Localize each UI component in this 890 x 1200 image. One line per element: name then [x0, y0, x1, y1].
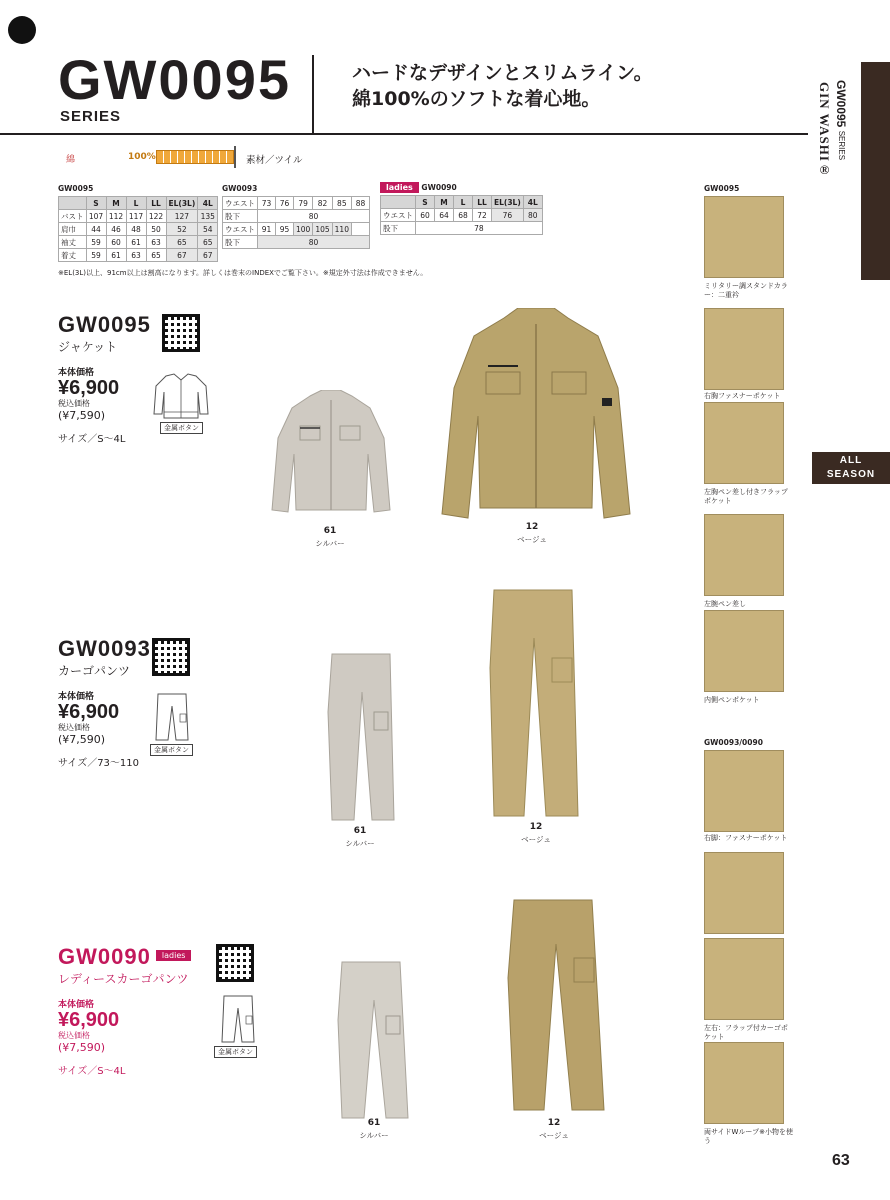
side-tab-bar: [861, 62, 890, 280]
qr-code-icon[interactable]: [216, 944, 254, 982]
table-header: M: [435, 196, 454, 209]
table-header: L: [454, 196, 473, 209]
side-series: GW0095 SERIES: [834, 80, 848, 161]
table-row: ウエスト 91 95 100 105 110: [223, 223, 370, 236]
color-code: 12: [529, 822, 543, 832]
price-label: 本体価格: [58, 692, 95, 702]
table-header: M: [106, 197, 126, 210]
table-row: 着丈 59 61 63 65 67 67: [59, 249, 218, 262]
jacket-size-table: [58, 184, 218, 262]
series-word: SERIES: [60, 108, 122, 125]
tax-price-label: 税込価格: [58, 723, 90, 732]
color-name: ベージュ: [517, 535, 547, 544]
price-label: 本体価格: [58, 1000, 95, 1010]
catch-line-1: ハードなデザインとスリムライン。: [352, 62, 653, 84]
product-ladies-info: [58, 944, 191, 1077]
product-jacket-info: [58, 312, 151, 445]
ladies-badge: ladies: [380, 182, 419, 193]
detail-caption: 左右：フラップ付カーゴポケット: [704, 1024, 788, 1041]
qr-code-icon[interactable]: [152, 638, 190, 676]
all-season-tab: [812, 452, 890, 484]
metal-button-badge: 金属ボタン: [160, 422, 203, 434]
detail-caption: ミリタリー調スタンドカラー：二重衿: [704, 282, 788, 299]
product-code: GW0093: [58, 636, 151, 661]
table-title: GW0090: [421, 183, 457, 192]
table-row: ウエスト 73 76 79 82 85 88: [223, 197, 370, 210]
color-name: ベージュ: [521, 835, 551, 844]
size-range: サイズ／S～4L: [58, 434, 126, 445]
table-title: GW0095: [58, 184, 94, 193]
table-header: EL(3L): [166, 197, 198, 210]
series-code: GW0095: [58, 48, 291, 111]
cargo-size-table: [222, 184, 370, 249]
size-range: サイズ／S～4L: [58, 1066, 126, 1077]
color-code: 61: [353, 826, 367, 836]
detail-caption: 左腕ペン差し: [704, 600, 746, 608]
table-row: 肩巾 44 46 48 50 52 54: [59, 223, 218, 236]
table-header: LL: [473, 196, 492, 209]
price-label: 本体価格: [58, 368, 95, 378]
product-code: GW0095: [58, 312, 151, 337]
color-code: 61: [323, 526, 337, 536]
product-name: ジャケット: [58, 340, 118, 354]
series-side-tab: [808, 62, 890, 280]
detail-chest-zip-image: [704, 308, 784, 390]
product-name: レディースカーゴパンツ: [58, 972, 189, 986]
price: ¥6,900: [58, 701, 120, 723]
detail-cargo-pocket-image: [704, 938, 784, 1020]
tax-price-label: 税込価格: [58, 399, 90, 408]
detail-arm-pen-image: [704, 514, 784, 596]
tax-price: (¥7,590): [58, 733, 106, 746]
table-header: S: [416, 196, 435, 209]
cargo-beige-image: [486, 588, 582, 822]
size-range: サイズ／73～110: [58, 758, 140, 769]
catch-copy: [352, 60, 653, 112]
price: ¥6,900: [58, 377, 120, 399]
table-header: [381, 196, 416, 209]
fabric-percent: 100%: [128, 152, 156, 162]
detail-caption: 内側ペンポケット: [704, 696, 760, 704]
detail-caption: 右胸ファスナーポケット: [704, 392, 781, 400]
black-dot-icon: [8, 16, 36, 44]
table-header: EL(3L): [492, 196, 524, 209]
ladies-badge: ladies: [156, 950, 192, 961]
table-header: 4L: [198, 197, 218, 210]
metal-button-badge: 金属ボタン: [150, 744, 193, 756]
ladies-beige-image: [506, 898, 606, 1116]
header-divider: [312, 55, 314, 133]
tax-price-label: 税込価格: [58, 1031, 90, 1040]
brand-name: GIN WASHI®: [817, 82, 832, 178]
tax-price: (¥7,590): [58, 1041, 106, 1054]
header-rule: [0, 133, 808, 135]
size-note: ※EL(3L)以上、91cm以上は割高になります。詳しくは巻末のINDEXでご覧下さい。※規定外寸法は作成できません。: [58, 269, 428, 277]
pants-sketch-icon: [152, 692, 192, 746]
color-code: 12: [525, 522, 539, 532]
detail-collar-image: [704, 196, 784, 278]
table-row: 袖丈 59 60 61 63 65 65: [59, 236, 218, 249]
ladies-size-table: [380, 182, 543, 235]
detail-loop-image: [704, 1042, 784, 1124]
qr-code-icon[interactable]: [162, 314, 200, 352]
color-name: シルバー: [345, 839, 375, 848]
page-number: 63: [832, 1152, 850, 1169]
product-cargo-info: [58, 636, 151, 769]
metal-button-badge: 金属ボタン: [214, 1046, 257, 1058]
table-header: LL: [146, 197, 166, 210]
jacket-sketch-icon: [152, 372, 210, 426]
detail-cargo-flap-image: [704, 852, 784, 934]
fabric-material: 素材／ツイル: [246, 155, 303, 166]
catch-line-2: 綿100%のソフトな着心地。: [352, 88, 601, 110]
detail-caption: 両サイドWループ※小物を使う: [704, 1128, 793, 1145]
detail-inner-pocket-image: [704, 610, 784, 692]
table-row: 股下 80: [223, 210, 370, 223]
table-header: 4L: [523, 196, 542, 209]
table-row: 股下 78: [381, 222, 543, 235]
table-header: S: [86, 197, 106, 210]
table-row: バスト 107 112 117 122 127 135: [59, 210, 218, 223]
all-season-label: ALL SEASON: [826, 455, 876, 480]
pants-sketch-icon: [218, 994, 258, 1048]
cargo-silver-image: [326, 652, 396, 826]
table-row: 股下 80: [223, 236, 370, 249]
price: ¥6,900: [58, 1009, 120, 1031]
color-code: 61: [367, 1118, 381, 1128]
fabric-bar: [156, 150, 234, 164]
tax-price: (¥7,590): [58, 409, 106, 422]
jacket-silver-image: [270, 390, 392, 528]
table-title: GW0093: [222, 184, 258, 193]
color-name: ベージュ: [539, 1131, 569, 1140]
jacket-beige-image: [438, 308, 634, 526]
color-name: シルバー: [359, 1131, 389, 1140]
detail-title-pants: GW0093/0090: [704, 738, 763, 747]
color-code: 12: [547, 1118, 561, 1128]
fabric-bar-end: [234, 146, 236, 168]
ladies-silver-image: [336, 960, 410, 1124]
product-name: カーゴパンツ: [58, 664, 131, 678]
detail-pen-flap-image: [704, 402, 784, 484]
product-code: GW0090: [58, 944, 151, 969]
table-row: ウエスト 60 64 68 72 76 80: [381, 209, 543, 222]
detail-title-jacket: GW0095: [704, 184, 740, 193]
detail-caption: 左胸ペン差し付きフラップポケット: [704, 488, 788, 505]
table-header: L: [126, 197, 146, 210]
detail-leg-zip-image: [704, 750, 784, 832]
table-header: [59, 197, 87, 210]
color-name: シルバー: [315, 539, 345, 548]
fabric-fiber: 綿: [66, 155, 76, 165]
detail-caption: 右脚：ファスナーポケット: [704, 834, 788, 842]
